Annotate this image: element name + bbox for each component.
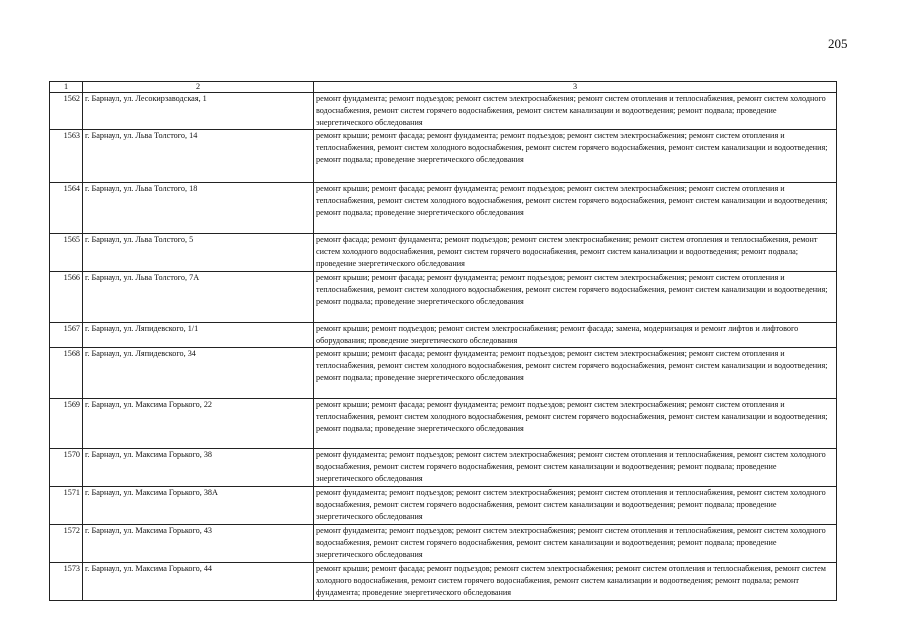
row-works: ремонт крыши; ремонт фасада; ремонт фундамента; ремонт подъездов; ремонт систем электроснабжения; ремонт систем отопления и теплоснабжения, ремонт систем холодного водоснабжения, ремонт систем горячего водоснабжения, ремонт систем канализации и водоотведения; ремонт подвала; проведение энергетического обследования: [314, 130, 837, 183]
table-row: [50, 323, 837, 348]
row-works: ремонт крыши; ремонт фасада; ремонт фундамента; ремонт подъездов; ремонт систем электроснабжения; ремонт систем отопления и теплоснабжения, ремонт систем холодного водоснабжения, ремонт систем горячего водоснабжения, ремонт систем канализации и водоотведения; ремонт подвала; проведение энергетического обследования: [314, 272, 837, 323]
table-row: [50, 234, 837, 272]
table-row: [50, 272, 837, 323]
row-number: 1571: [50, 487, 83, 525]
column-header-number: 1: [50, 82, 83, 93]
row-works: ремонт крыши; ремонт фасада; ремонт фундамента; ремонт подъездов; ремонт систем электроснабжения; ремонт систем отопления и теплоснабжения, ремонт систем холодного водоснабжения, ремонт систем горячего водоснабжения, ремонт систем канализации и водоотведения; ремонт подвала; проведение энергетического обследования: [314, 348, 837, 399]
row-address: г. Барнаул, ул. Максима Горького, 22: [83, 399, 314, 449]
page-number: 205: [828, 36, 848, 51]
row-number: 1570: [50, 449, 83, 487]
row-works: ремонт крыши; ремонт фасада; ремонт подъездов; ремонт систем электроснабжения; ремонт систем отопления и теплоснабжения, ремонт систем холодного водоснабжения, ремонт систем горячего водоснабжения, ремонт систем канализации и водоотведения; ремонт подвала; ремонт фундамента; проведение энергетического обследования: [314, 563, 837, 601]
row-works: ремонт фундамента; ремонт подъездов; ремонт систем электроснабжения; ремонт систем отопления и теплоснабжения, ремонт систем холодного водоснабжения, ремонт систем горячего водоснабжения, ремонт систем канализации и водоотведения; ремонт подвала; проведение энергетического обследования: [314, 487, 837, 525]
row-works: ремонт фундамента; ремонт подъездов; ремонт систем электроснабжения; ремонт систем отопления и теплоснабжения, ремонт систем холодного водоснабжения, ремонт систем горячего водоснабжения, ремонт систем канализации и водоотведения; ремонт подвала; проведение энергетического обследования: [314, 93, 837, 130]
repair-works-table: [49, 81, 837, 601]
table-row: [50, 183, 837, 234]
row-number: 1568: [50, 348, 83, 399]
row-number: 1563: [50, 130, 83, 183]
table-header-row: [50, 82, 837, 93]
row-number: 1572: [50, 525, 83, 563]
row-address: г. Барнаул, ул. Лесокирзаводская, 1: [83, 93, 314, 130]
table-row: [50, 563, 837, 601]
table-row: [50, 348, 837, 399]
row-address: г. Барнаул, ул. Максима Горького, 38А: [83, 487, 314, 525]
row-works: ремонт крыши; ремонт фасада; ремонт фундамента; ремонт подъездов; ремонт систем электроснабжения; ремонт систем отопления и теплоснабжения, ремонт систем холодного водоснабжения, ремонт систем горячего водоснабжения, ремонт систем канализации и водоотведения; ремонт подвала; проведение энергетического обследования: [314, 183, 837, 234]
column-header-works: 3: [314, 82, 837, 93]
row-number: 1566: [50, 272, 83, 323]
table-row: [50, 399, 837, 449]
row-address: г. Барнаул, ул. Льва Толстого, 18: [83, 183, 314, 234]
row-number: 1569: [50, 399, 83, 449]
row-works: ремонт крыши; ремонт подъездов; ремонт систем электроснабжения; ремонт фасада; замена, модернизация и ремонт лифтов и лифтового оборудования; проведение энергетического обследования: [314, 323, 837, 348]
table-row: [50, 449, 837, 487]
row-address: г. Барнаул, ул. Максима Горького, 43: [83, 525, 314, 563]
row-address: г. Барнаул, ул. Ляпидевского, 1/1: [83, 323, 314, 348]
row-address: г. Барнаул, ул. Льва Толстого, 14: [83, 130, 314, 183]
row-number: 1567: [50, 323, 83, 348]
row-works: ремонт крыши; ремонт фасада; ремонт фундамента; ремонт подъездов; ремонт систем электроснабжения; ремонт систем отопления и теплоснабжения, ремонт систем холодного водоснабжения, ремонт систем горячего водоснабжения, ремонт систем канализации и водоотведения; ремонт подвала; проведение энергетического обследования: [314, 399, 837, 449]
row-works: ремонт фундамента; ремонт подъездов; ремонт систем электроснабжения; ремонт систем отопления и теплоснабжения, ремонт систем холодного водоснабжения, ремонт систем горячего водоснабжения, ремонт систем канализации и водоотведения; ремонт подвала; проведение энергетического обследования: [314, 449, 837, 487]
row-works: ремонт фасада; ремонт фундамента; ремонт подъездов; ремонт систем электроснабжения; ремонт систем отопления и теплоснабжения, ремонт систем холодного водоснабжения, ремонт систем горячего водоснабжения, ремонт систем канализации и водоотведения; ремонт подвала; проведение энергетического обследования: [314, 234, 837, 272]
table-row: [50, 487, 837, 525]
row-address: г. Барнаул, ул. Максима Горького, 44: [83, 563, 314, 601]
table-row: [50, 130, 837, 183]
row-number: 1565: [50, 234, 83, 272]
table-row: [50, 525, 837, 563]
row-address: г. Барнаул, ул. Максима Горького, 38: [83, 449, 314, 487]
row-number: 1573: [50, 563, 83, 601]
row-address: г. Барнаул, ул. Ляпидевского, 34: [83, 348, 314, 399]
row-address: г. Барнаул, ул. Льва Толстого, 7А: [83, 272, 314, 323]
row-address: г. Барнаул, ул. Льва Толстого, 5: [83, 234, 314, 272]
row-works: ремонт фундамента; ремонт подъездов; ремонт систем электроснабжения; ремонт систем отопления и теплоснабжения, ремонт систем холодного водоснабжения, ремонт систем горячего водоснабжения, ремонт систем канализации и водоотведения; ремонт подвала; проведение энергетического обследования: [314, 525, 837, 563]
column-header-address: 2: [83, 82, 314, 93]
row-number: 1564: [50, 183, 83, 234]
table-row: [50, 93, 837, 130]
row-number: 1562: [50, 93, 83, 130]
